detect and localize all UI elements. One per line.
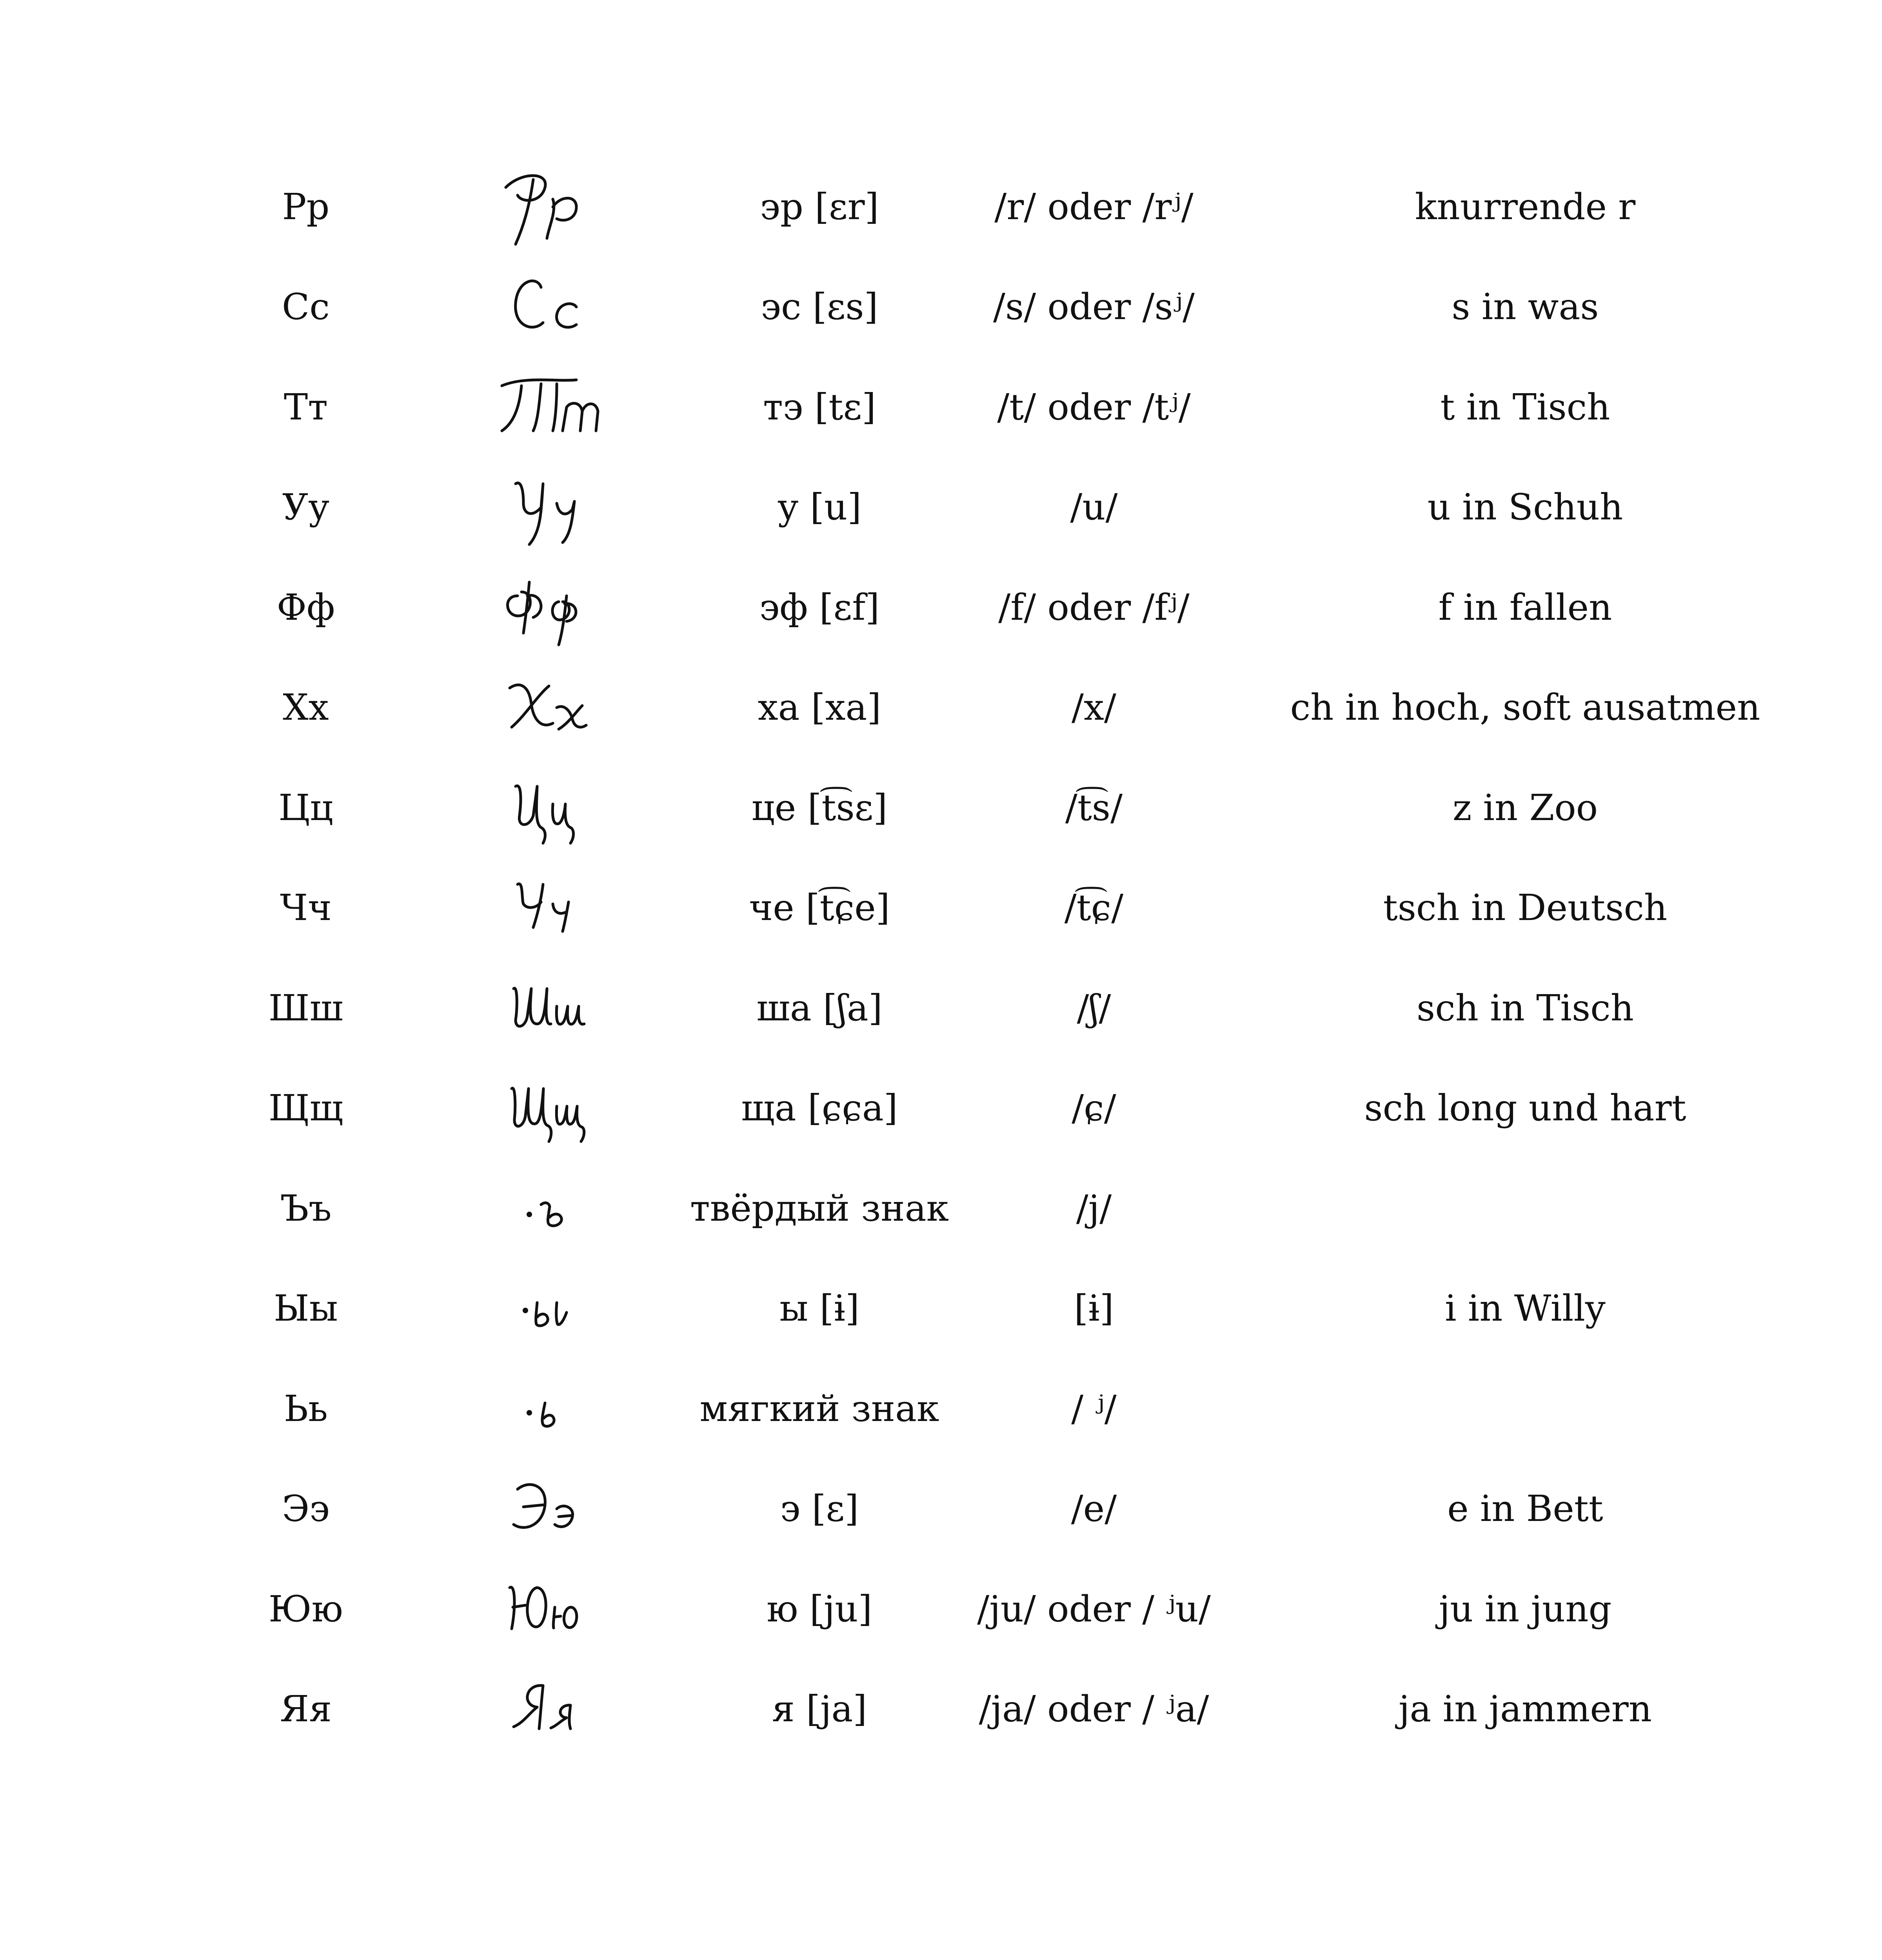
pronunciation-hint: ch in hoch, soft ausatmen	[1290, 686, 1760, 729]
phonetic-value: /ju/ oder / ʲu/	[977, 1588, 1211, 1630]
table-row	[243, 457, 1655, 558]
pronunciation-hint: knurrende r	[1415, 185, 1636, 228]
pronunciation-hint: z in Zoo	[1452, 786, 1598, 829]
cursive-es-icon	[463, 257, 635, 358]
letter-name: че [t͡ɕe]	[749, 887, 890, 929]
letter-cell: Уу	[282, 486, 330, 528]
pronunciation-hint: u in Schuh	[1427, 486, 1623, 528]
letter-name: эф [ɛf]	[759, 586, 880, 628]
phonetic-value: /e/	[1071, 1488, 1117, 1530]
cursive-che-icon	[463, 858, 635, 958]
letter-name: ша [ʃa]	[756, 987, 883, 1029]
letter-cell: Тт	[283, 386, 328, 428]
letter-name: ы [ɨ]	[779, 1287, 859, 1330]
letter-cell: Ьь	[283, 1387, 328, 1430]
letter-cell: Юю	[269, 1588, 343, 1630]
phonetic-value: /u/	[1070, 486, 1118, 528]
pronunciation-hint: i in Willy	[1445, 1287, 1606, 1330]
cursive-yu-icon	[463, 1559, 635, 1659]
table-row	[243, 658, 1760, 758]
phonetic-value: / ʲ/	[1071, 1387, 1117, 1430]
table-row	[243, 758, 1655, 858]
phonetic-value: /t͡ɕ/	[1064, 887, 1124, 929]
pronunciation-hint	[1270, 1158, 1780, 1259]
phonetic-value: /ɕ/	[1072, 1087, 1116, 1129]
letter-name: ю [ju]	[767, 1588, 872, 1630]
cursive-sha-icon	[463, 958, 635, 1058]
pronunciation-hint: f in fallen	[1438, 586, 1612, 628]
table-row	[243, 1158, 1655, 1259]
cursive-shcha-icon	[463, 1058, 635, 1159]
letter-cell: Чч	[280, 887, 332, 929]
phonetic-value: /ʃ/	[1077, 987, 1111, 1029]
phonetic-value: /ja/ oder / ʲa/	[979, 1688, 1209, 1730]
letter-cell: Шш	[268, 987, 343, 1029]
letter-cell: Ыы	[274, 1287, 338, 1330]
phonetic-value: /t/ oder /tʲ/	[997, 386, 1191, 428]
cursive-er-icon	[463, 157, 635, 257]
letter-name: у [u]	[777, 486, 862, 528]
pronunciation-hint: e in Bett	[1447, 1488, 1603, 1530]
phonetic-value: /x/	[1072, 686, 1116, 729]
phonetic-value: [ɨ]	[1074, 1287, 1114, 1330]
cursive-ef-icon	[463, 557, 635, 658]
letter-name: эр [ɛr]	[760, 185, 879, 228]
table-row	[243, 1359, 1655, 1459]
cursive-u-icon	[463, 457, 635, 558]
letter-cell: Рр	[282, 185, 330, 228]
letter-cell: Цц	[278, 786, 333, 829]
letter-name: э [ɛ]	[780, 1488, 859, 1530]
table-row	[243, 1259, 1655, 1359]
cursive-e-icon	[463, 1459, 635, 1559]
letter-cell: Яя	[280, 1688, 332, 1730]
phonetic-value: /f/ oder /fʲ/	[998, 586, 1190, 628]
letter-name: тэ [tɛ]	[763, 386, 876, 428]
cursive-yery-icon	[463, 1259, 635, 1359]
letter-name: ща [ɕɕa]	[741, 1087, 898, 1129]
letter-name: твёрдый знак	[690, 1187, 949, 1229]
pronunciation-hint	[1270, 1359, 1780, 1459]
phonetic-value: /t͡s/	[1065, 786, 1123, 829]
pronunciation-hint: ja in jammern	[1398, 1688, 1652, 1730]
letter-name: эс [ɛs]	[761, 286, 878, 328]
pronunciation-hint: s in was	[1451, 286, 1599, 328]
table-row	[243, 1459, 1655, 1559]
letter-cell: Хх	[283, 686, 329, 729]
table-row	[243, 357, 1655, 457]
pronunciation-hint: t in Tisch	[1440, 386, 1610, 428]
cursive-hard-sign-icon	[463, 1158, 635, 1259]
table-row	[243, 157, 1655, 257]
pronunciation-hint: sch long und hart	[1364, 1087, 1686, 1129]
cursive-kha-icon	[463, 658, 635, 758]
phonetic-value: /r/ oder /rʲ/	[994, 185, 1194, 228]
phonetic-value: /s/ oder /sʲ/	[993, 286, 1195, 328]
pronunciation-hint: ju in jung	[1439, 1588, 1612, 1630]
table-row	[243, 257, 1655, 358]
letter-cell: Щщ	[268, 1087, 343, 1129]
table-row	[243, 1559, 1655, 1659]
letter-cell: Ъъ	[280, 1187, 332, 1229]
alphabet-table	[243, 157, 1760, 1759]
letter-name: ха [xa]	[758, 686, 881, 729]
cursive-tse-icon	[463, 758, 635, 858]
pronunciation-hint: sch in Tisch	[1417, 987, 1634, 1029]
cursive-te-icon	[463, 357, 635, 457]
letter-cell: Фф	[276, 586, 335, 628]
letter-cell: Ээ	[282, 1488, 330, 1530]
table-row	[243, 958, 1655, 1058]
cursive-soft-sign-icon	[463, 1359, 635, 1459]
table-row	[243, 1058, 1686, 1159]
letter-name: це [t͡sɛ]	[751, 786, 888, 829]
letter-cell: Сс	[282, 286, 330, 328]
table-row	[243, 557, 1655, 658]
table-row	[243, 858, 1668, 958]
letter-name: мягкий знак	[699, 1387, 939, 1430]
cursive-ya-icon	[463, 1659, 635, 1760]
phonetic-value: /j/	[1076, 1187, 1112, 1229]
letter-name: я [ja]	[772, 1688, 867, 1730]
pronunciation-hint: tsch in Deutsch	[1383, 887, 1668, 929]
table-row	[243, 1659, 1655, 1760]
